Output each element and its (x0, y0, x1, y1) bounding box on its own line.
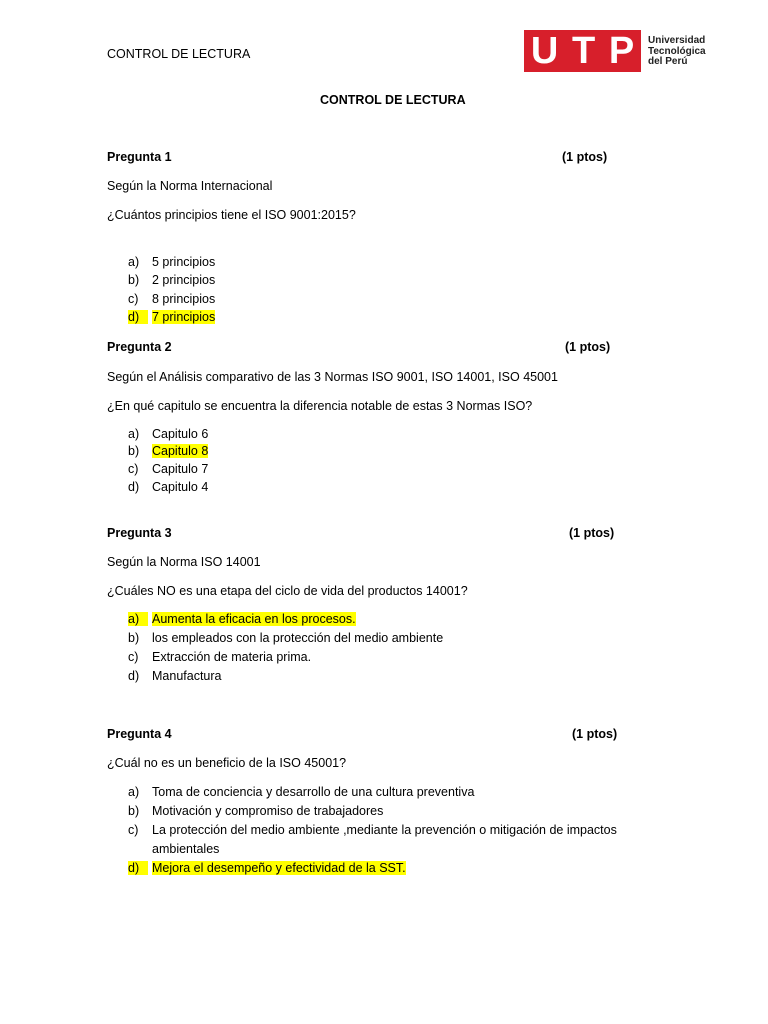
question-context: Según la Norma Internacional (107, 179, 273, 193)
question-points: (1 ptos) (562, 150, 608, 164)
header-title: CONTROL DE LECTURA (107, 47, 251, 61)
question-label: Pregunta 1 (107, 150, 172, 164)
question-label: Pregunta 4 (107, 727, 172, 741)
logo-letter-u: U (530, 30, 559, 72)
utp-logo (524, 30, 641, 72)
question-points: (1 ptos) (565, 340, 611, 354)
question-points: (1 ptos) (569, 526, 615, 540)
question-label: Pregunta 2 (107, 340, 172, 354)
question-context: Según el Análisis comparativo de las 3 Normas ISO 9001, ISO 14001, ISO 45001 (107, 370, 558, 384)
question-context: Según la Norma ISO 14001 (107, 555, 261, 569)
question-prompt: ¿Cuál no es un beneficio de la ISO 45001? (107, 756, 347, 770)
logo-university-name: Universidad Tecnológica del Perú (648, 35, 706, 67)
logo-letter-p: P (608, 30, 635, 72)
document-title: CONTROL DE LECTURA (320, 93, 466, 107)
option-c-continuation: ambientales (152, 842, 220, 856)
question-points: (1 ptos) (572, 727, 618, 741)
question-prompt: ¿Cuántos principios tiene el ISO 9001:2015? (107, 208, 356, 222)
logo-letter-t: T (571, 30, 596, 72)
question-prompt: ¿En qué capitulo se encuentra la diferencia notable de estas 3 Normas ISO? (107, 399, 533, 413)
question-label: Pregunta 3 (107, 526, 172, 540)
question-prompt: ¿Cuáles NO es una etapa del ciclo de vida del productos 14001? (107, 584, 468, 598)
